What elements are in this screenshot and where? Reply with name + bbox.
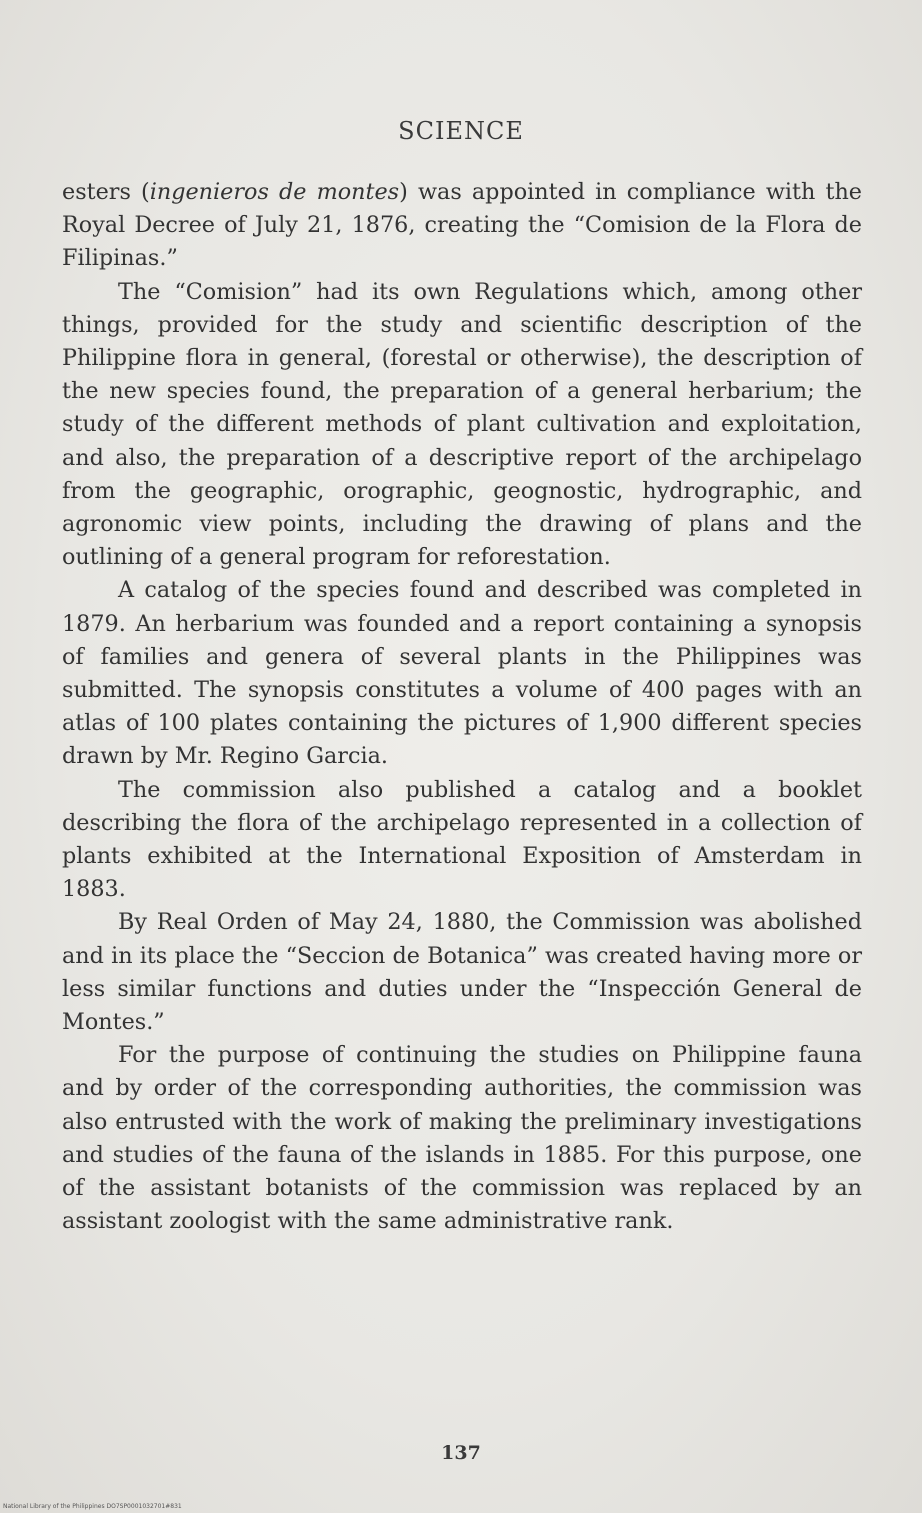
paragraph-5: By Real Orden of May 24, 1880, the Commission was abolished and in its place the “Seccion de Botanica” was created having more or less similar functions and duties under the “Inspección General de Montes.” — [62, 909, 862, 1036]
body-text — [62, 176, 862, 1239]
paragraph-1 — [62, 176, 862, 276]
paragraph-2: The “Comision” had its own Regulations which, among other things, provided for the study and scientific description of the Philippine flora in general, (forestal or otherwise), the description of the new species found, the preparation of a general herbarium; the study of the different methods of plant cultivation and exploitation, and also, the preparation of a descriptive report of the archipelago from the geographic, orographic, geognostic, hydrographic, and agronomic view points, including the drawing of plans and the outlining of a general program for reforestation. — [62, 278, 862, 571]
page-number: 137 — [441, 1442, 481, 1464]
paragraph-6: For the purpose of continuing the studies on Philippine fauna and by order of the corresponding authorities, the commission was also entrusted with the work of making the preliminary investigations and studies of the fauna of the islands in 1885. For this purpose, one of the assistant botanists of the commission was replaced by an assistant zoologist with the same administrative rank. — [62, 1042, 862, 1235]
paragraph-4: The commission also published a catalog and a booklet describing the flora of the archipelago represented in a collection of plants exhibited at the International Exposition of Amsterdam in 1883. — [62, 776, 862, 903]
scan-footer-note: National Library of the Philippines DO7SP0001032701#831 — [3, 1503, 182, 1510]
paragraph-1-italic: ingenieros de montes — [149, 179, 400, 205]
paragraph-1-lead: esters ( — [62, 179, 150, 205]
paragraph-3: A catalog of the species found and described was completed in 1879. An herbarium was founded and a report containing a synopsis of families and genera of several plants in the Philippines was submitted. The synopsis constitutes a volume of 400 pages with an atlas of 100 plates containing the pictures of 1,900 different species drawn by Mr. Regino Garcia. — [62, 577, 862, 770]
paragraph-1-rest: ) was appointed in compliance with the Royal Decree of July 21, 1876, creating the “Comision de la Flora de Filipinas.” — [62, 179, 862, 272]
running-head-title: SCIENCE — [398, 117, 524, 145]
